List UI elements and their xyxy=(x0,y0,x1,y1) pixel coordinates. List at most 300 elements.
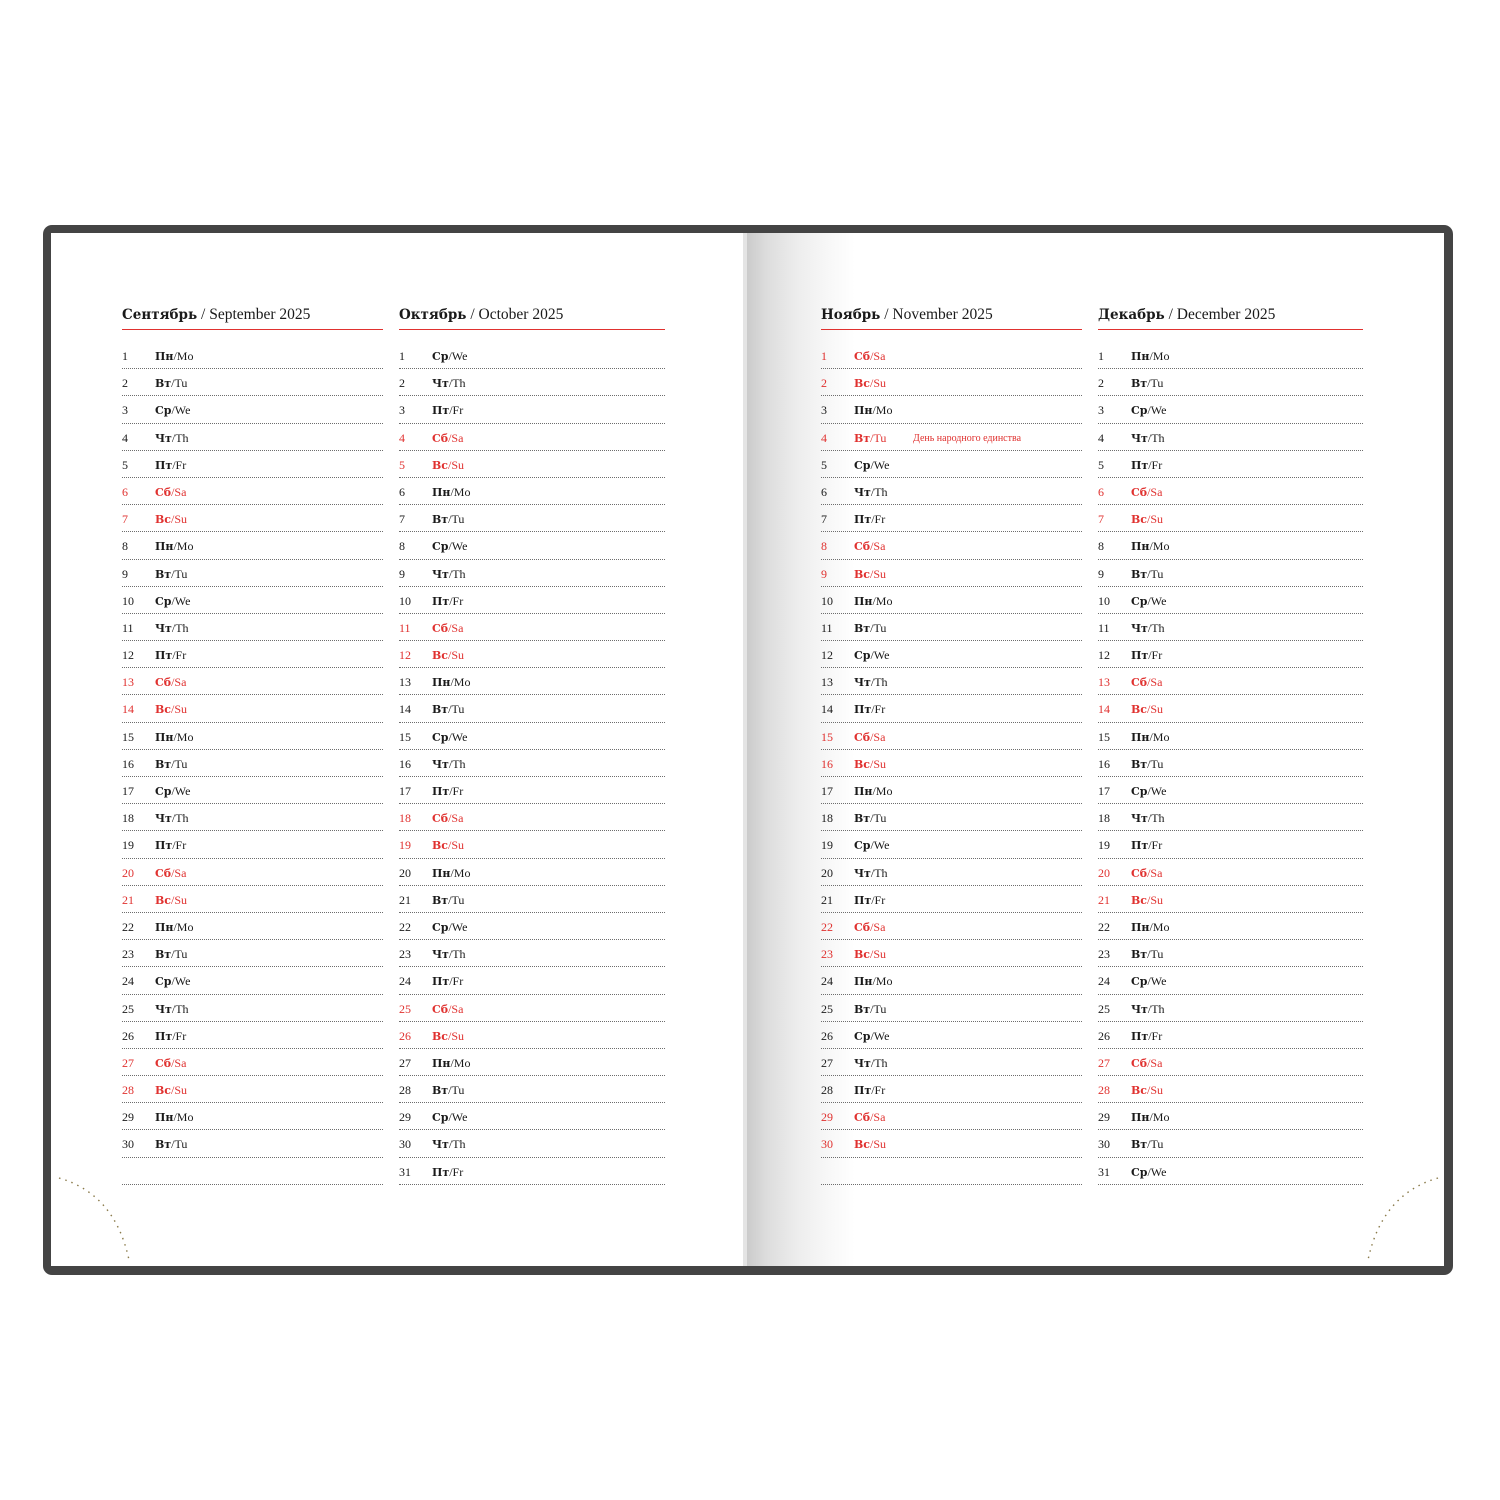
weekday-ru: Сб xyxy=(432,621,449,635)
day-number: 25 xyxy=(821,1001,833,1016)
day-number: 11 xyxy=(821,620,833,635)
weekday-en: /Sa xyxy=(870,349,886,363)
day-row xyxy=(1098,723,1363,750)
day-row xyxy=(399,723,665,750)
weekday-en: /Sa xyxy=(870,729,886,744)
weekday-ru: Пн xyxy=(854,975,873,989)
day-row xyxy=(821,750,1082,777)
weekday xyxy=(854,675,888,690)
day-number: 17 xyxy=(399,784,411,798)
weekday xyxy=(1131,702,1163,717)
weekday xyxy=(155,675,186,690)
day-row xyxy=(399,369,665,396)
day-number: 21 xyxy=(122,892,134,907)
weekday-en: /Fr xyxy=(172,648,187,663)
weekday-ru: Ср xyxy=(155,594,172,608)
weekday-en: /Sa xyxy=(448,811,464,826)
weekday xyxy=(854,893,885,908)
weekday-ru: Пн xyxy=(155,540,174,554)
weekday-ru: Сб xyxy=(1131,866,1148,880)
weekday-ru: Вт xyxy=(1131,757,1148,771)
weekday xyxy=(1131,730,1169,745)
weekday xyxy=(854,702,885,717)
weekday-en: /Sa xyxy=(1147,865,1163,880)
day-number: 21 xyxy=(1098,892,1110,907)
day-row xyxy=(821,396,1082,423)
weekday-en: /Th xyxy=(171,430,189,445)
month-title-ru: Октябрь xyxy=(399,307,467,323)
weekday xyxy=(432,1002,463,1017)
day-row xyxy=(122,913,383,940)
day-number: 7 xyxy=(399,512,405,527)
day-number: 18 xyxy=(1098,811,1110,826)
day-number: 17 xyxy=(122,784,134,798)
weekday-en: /Th xyxy=(870,1055,888,1070)
month-title-rule xyxy=(122,329,383,330)
weekday xyxy=(155,403,190,418)
weekday-ru: Ср xyxy=(1131,785,1148,798)
weekday xyxy=(155,947,187,962)
day-row xyxy=(122,886,383,913)
weekday-ru: Пт xyxy=(432,785,450,798)
weekday-ru: Пн xyxy=(1131,540,1150,554)
weekday-ru: Ср xyxy=(1131,1165,1148,1179)
weekday-en: /Mo xyxy=(1149,349,1170,363)
weekday-en: /Th xyxy=(1147,811,1165,826)
weekday-ru: Сб xyxy=(155,866,172,880)
day-number: 27 xyxy=(122,1055,134,1070)
day-row xyxy=(821,1103,1082,1130)
weekday-ru: Сб xyxy=(854,540,871,554)
day-number: 29 xyxy=(821,1110,833,1125)
day-number: 5 xyxy=(1098,457,1104,472)
weekday-ru: Чт xyxy=(432,757,449,771)
day-number: 31 xyxy=(1098,1164,1110,1179)
day-number: 7 xyxy=(821,512,827,527)
weekday-en: /Mo xyxy=(1149,539,1170,554)
weekday xyxy=(1131,784,1166,799)
weekday xyxy=(1131,485,1162,500)
weekday-en: /Th xyxy=(448,947,466,962)
weekday-en: /Su xyxy=(870,947,887,962)
day-number: 23 xyxy=(1098,947,1110,962)
weekday xyxy=(1131,866,1162,881)
day-number: 31 xyxy=(399,1164,411,1179)
weekday-ru: Ср xyxy=(432,350,449,363)
day-number: 9 xyxy=(122,566,128,581)
weekday xyxy=(155,621,189,636)
weekday xyxy=(432,403,463,418)
day-number: 7 xyxy=(1098,512,1104,527)
weekday xyxy=(155,512,187,527)
weekday-ru: Вс xyxy=(854,377,870,391)
day-number: 12 xyxy=(1098,648,1110,663)
day-number: 4 xyxy=(122,430,128,445)
weekday-ru: Вс xyxy=(432,649,448,663)
day-number: 16 xyxy=(399,756,411,771)
day-number: 29 xyxy=(122,1110,134,1125)
day-number: 27 xyxy=(1098,1055,1110,1070)
weekday-ru: Вс xyxy=(854,567,870,581)
weekday-ru: Сб xyxy=(432,1002,449,1016)
weekday-en: /Fr xyxy=(1148,838,1163,853)
day-number: 24 xyxy=(821,974,833,989)
weekday-en: /Mo xyxy=(872,403,893,418)
weekday-en: /We xyxy=(171,974,191,989)
weekday xyxy=(854,621,886,636)
day-row xyxy=(1098,804,1363,831)
day-number: 18 xyxy=(122,811,134,826)
weekday xyxy=(854,838,889,853)
weekday xyxy=(155,893,187,908)
weekday-ru: Вс xyxy=(432,1029,448,1043)
weekday xyxy=(432,648,464,663)
day-row xyxy=(122,560,383,587)
weekday-en: /Fr xyxy=(172,457,187,472)
day-row xyxy=(122,505,383,532)
day-number: 3 xyxy=(821,403,827,418)
weekday-en: /Tu xyxy=(448,512,465,527)
day-number: 5 xyxy=(122,457,128,472)
weekday-ru: Чт xyxy=(854,676,871,690)
day-row xyxy=(399,940,665,967)
day-number: 15 xyxy=(821,729,833,744)
month-december xyxy=(1098,305,1363,1185)
day-row xyxy=(122,614,383,641)
weekday-ru: Пт xyxy=(854,893,872,907)
day-number: 6 xyxy=(399,484,405,499)
day-number: 3 xyxy=(122,403,128,418)
weekday-ru: Вт xyxy=(854,621,871,635)
weekday-en: /Mo xyxy=(173,539,194,554)
day-row xyxy=(399,478,665,505)
day-row xyxy=(399,587,665,614)
weekday-en: /Tu xyxy=(171,1137,188,1152)
weekday xyxy=(155,648,186,663)
weekday-ru: Вс xyxy=(155,703,171,717)
weekday-ru: Вс xyxy=(155,513,171,527)
weekday-en: /Th xyxy=(1147,620,1165,635)
day-row xyxy=(821,967,1082,994)
weekday-ru: Пт xyxy=(1131,1029,1149,1043)
weekday-en: /Tu xyxy=(448,1083,465,1098)
day-row xyxy=(122,641,383,668)
day-number: 28 xyxy=(821,1083,833,1098)
day-row xyxy=(122,424,383,451)
weekday xyxy=(155,567,187,582)
weekday xyxy=(432,594,463,609)
day-row xyxy=(399,995,665,1022)
weekday xyxy=(155,376,187,391)
day-row xyxy=(821,723,1082,750)
weekday xyxy=(1131,621,1165,636)
weekday-ru: Вт xyxy=(155,948,172,962)
weekday xyxy=(155,866,186,881)
day-row xyxy=(821,886,1082,913)
day-row xyxy=(1098,777,1363,804)
weekday-en: /Th xyxy=(171,620,189,635)
day-number: 26 xyxy=(1098,1028,1110,1043)
day-row xyxy=(1098,396,1363,423)
weekday-en: /Mo xyxy=(450,484,471,499)
weekday-ru: Сб xyxy=(854,1111,871,1125)
weekday xyxy=(155,1083,187,1098)
day-row xyxy=(821,641,1082,668)
weekday-en: /Fr xyxy=(871,1083,886,1098)
weekday xyxy=(155,1002,189,1017)
day-row xyxy=(821,369,1082,396)
weekday-ru: Сб xyxy=(155,1056,172,1070)
day-row xyxy=(821,1158,1082,1185)
weekday-ru: Пн xyxy=(155,920,174,934)
day-number: 30 xyxy=(1098,1137,1110,1152)
day-row xyxy=(122,995,383,1022)
day-row xyxy=(399,532,665,559)
weekday-ru: Чт xyxy=(854,485,871,499)
weekday-en: /Mo xyxy=(1149,1110,1170,1125)
weekday-en: /Th xyxy=(870,865,888,880)
day-row xyxy=(821,424,1082,451)
day-row xyxy=(1098,614,1363,641)
weekday-ru: Ср xyxy=(854,1029,871,1043)
day-row xyxy=(122,1049,383,1076)
day-row xyxy=(1098,1049,1363,1076)
weekday-en: /Fr xyxy=(449,784,464,798)
weekday-ru: Сб xyxy=(1131,1056,1148,1070)
day-row xyxy=(821,342,1082,369)
day-row xyxy=(1098,967,1363,994)
weekday-ru: Сб xyxy=(854,730,871,744)
weekday-ru: Ср xyxy=(155,785,172,798)
weekday-ru: Ср xyxy=(854,839,871,853)
day-row xyxy=(399,505,665,532)
weekday-en: /Su xyxy=(448,838,465,853)
weekday xyxy=(854,974,892,989)
day-row xyxy=(821,995,1082,1022)
weekday-ru: Пн xyxy=(854,404,873,418)
month-title-ru: Сентябрь xyxy=(122,307,198,323)
weekday xyxy=(854,1002,886,1017)
weekday-en: /Su xyxy=(448,457,465,472)
weekday xyxy=(432,920,467,935)
weekday-en: /Sa xyxy=(171,484,187,499)
weekday-ru: Сб xyxy=(1131,485,1148,499)
weekday-ru: Пн xyxy=(854,785,873,798)
day-number: 19 xyxy=(821,838,833,853)
weekday-en: /Su xyxy=(870,566,887,581)
weekday xyxy=(1131,512,1163,527)
day-row xyxy=(821,478,1082,505)
day-row xyxy=(399,396,665,423)
weekday xyxy=(155,784,190,799)
weekday xyxy=(432,1083,464,1098)
weekday xyxy=(854,1056,888,1071)
day-row xyxy=(399,831,665,858)
day-number: 8 xyxy=(399,539,405,554)
weekday-en: /Th xyxy=(1147,430,1165,445)
weekday-ru: Ср xyxy=(854,649,871,663)
day-row xyxy=(399,886,665,913)
weekday-en: /We xyxy=(171,403,191,418)
weekday xyxy=(432,974,463,989)
weekday-ru: Пт xyxy=(432,404,450,418)
day-number: 10 xyxy=(821,593,833,608)
weekday-en: /Su xyxy=(1147,702,1164,717)
day-number: 12 xyxy=(399,648,411,663)
weekday-ru: Сб xyxy=(1131,676,1148,690)
day-row xyxy=(399,1022,665,1049)
day-number: 16 xyxy=(122,756,134,771)
day-row xyxy=(1098,1076,1363,1103)
weekday-en: /Th xyxy=(448,1137,466,1152)
day-row xyxy=(821,1076,1082,1103)
weekday-ru: Чт xyxy=(155,621,172,635)
weekday-ru: Ср xyxy=(432,540,449,554)
day-row xyxy=(821,560,1082,587)
day-number: 29 xyxy=(1098,1110,1110,1125)
weekday-ru: Пт xyxy=(155,458,173,472)
weekday xyxy=(854,866,888,881)
weekday xyxy=(432,1056,470,1071)
day-number: 13 xyxy=(1098,675,1110,690)
holiday-label: День народного единства xyxy=(913,432,1022,444)
day-row xyxy=(122,1076,383,1103)
weekday-ru: Пн xyxy=(432,676,451,690)
day-row xyxy=(1098,369,1363,396)
day-number: 5 xyxy=(399,457,405,472)
weekday xyxy=(432,947,466,962)
day-number: 26 xyxy=(122,1028,134,1043)
weekday-ru: Пн xyxy=(1131,1111,1150,1125)
weekday-ru: Вт xyxy=(1131,948,1148,962)
day-row xyxy=(399,614,665,641)
day-number: 11 xyxy=(1098,620,1110,635)
day-row xyxy=(821,940,1082,967)
day-number: 30 xyxy=(821,1137,833,1152)
day-row xyxy=(399,1076,665,1103)
day-number: 23 xyxy=(821,947,833,962)
weekday-ru: Чт xyxy=(432,1138,449,1152)
day-number: 25 xyxy=(122,1001,134,1016)
weekday-en: /Sa xyxy=(448,620,464,635)
weekday-ru: Чт xyxy=(432,948,449,962)
weekday-en: /Su xyxy=(448,1028,465,1043)
day-number: 24 xyxy=(122,974,134,989)
weekday-ru: Пт xyxy=(432,594,450,608)
weekday-ru: Вс xyxy=(854,1138,870,1152)
weekday-en: /Mo xyxy=(173,349,194,363)
weekday-en: /Tu xyxy=(171,947,188,962)
weekday-en: /Sa xyxy=(171,865,187,880)
weekday-en: /We xyxy=(1147,1164,1167,1179)
day-number: 11 xyxy=(122,620,134,635)
weekday-ru: Пт xyxy=(432,1165,450,1179)
day-row xyxy=(399,695,665,722)
weekday-en: /Th xyxy=(1147,1001,1165,1016)
month-title-rule xyxy=(1098,329,1363,330)
weekday-ru: Чт xyxy=(1131,1002,1148,1016)
weekday xyxy=(1131,648,1162,663)
month-title-en: / October 2025 xyxy=(470,306,564,323)
weekday xyxy=(1131,376,1163,391)
weekday xyxy=(155,1137,187,1152)
weekday-en: /Tu xyxy=(870,430,887,445)
weekday-ru: Вт xyxy=(1131,567,1148,581)
weekday-ru: Пт xyxy=(155,839,173,853)
weekday xyxy=(155,458,186,473)
day-row xyxy=(821,587,1082,614)
day-number: 21 xyxy=(821,892,833,907)
day-row xyxy=(821,505,1082,532)
weekday-en: /Th xyxy=(870,484,888,499)
weekday-ru: Вс xyxy=(1131,513,1147,527)
weekday xyxy=(854,1083,885,1098)
day-row xyxy=(122,750,383,777)
day-number: 25 xyxy=(399,1001,411,1016)
weekday-ru: Вс xyxy=(432,839,448,853)
weekday-ru: Вт xyxy=(854,1002,871,1016)
day-row xyxy=(122,451,383,478)
day-row xyxy=(1098,913,1363,940)
weekday-en: /Tu xyxy=(1147,947,1164,962)
weekday xyxy=(854,1110,885,1125)
weekday-ru: Пт xyxy=(854,513,872,527)
day-number: 19 xyxy=(122,838,134,853)
weekday xyxy=(432,702,464,717)
weekday xyxy=(155,1056,186,1071)
weekday xyxy=(432,784,463,799)
weekday xyxy=(155,594,190,609)
weekday xyxy=(854,539,885,554)
month-title xyxy=(399,305,665,325)
weekday-en: /Tu xyxy=(171,756,188,771)
day-row xyxy=(122,777,383,804)
weekday-ru: Вт xyxy=(432,703,449,717)
weekday-en: /Fr xyxy=(871,512,886,527)
weekday-en: /We xyxy=(448,1110,468,1125)
weekday-ru: Ср xyxy=(432,730,449,744)
weekday-en: /We xyxy=(1147,974,1167,989)
weekday-en: /Mo xyxy=(1149,919,1170,934)
weekday-ru: Вс xyxy=(1131,893,1147,907)
day-number: 1 xyxy=(399,349,405,363)
day-row xyxy=(122,967,383,994)
day-number: 26 xyxy=(399,1028,411,1043)
weekday-en: /Tu xyxy=(1147,1137,1164,1152)
day-number: 11 xyxy=(399,620,411,635)
weekday-ru: Пт xyxy=(1131,839,1149,853)
weekday-en: /Sa xyxy=(870,919,886,934)
day-number: 3 xyxy=(1098,403,1104,418)
weekday-en: /Su xyxy=(870,1137,887,1152)
weekday-en: /Su xyxy=(171,702,188,717)
day-number: 13 xyxy=(821,675,833,690)
day-row xyxy=(122,478,383,505)
day-row xyxy=(821,913,1082,940)
day-number: 12 xyxy=(821,648,833,663)
day-number: 4 xyxy=(399,430,405,445)
weekday xyxy=(432,1137,466,1152)
day-number: 20 xyxy=(399,865,411,880)
day-number: 28 xyxy=(1098,1083,1110,1098)
weekday xyxy=(854,403,892,418)
weekday-ru: Сб xyxy=(155,676,172,690)
day-row xyxy=(821,614,1082,641)
weekday xyxy=(1131,893,1163,908)
weekday xyxy=(1131,1110,1169,1125)
day-row xyxy=(399,777,665,804)
day-number: 9 xyxy=(399,566,405,581)
